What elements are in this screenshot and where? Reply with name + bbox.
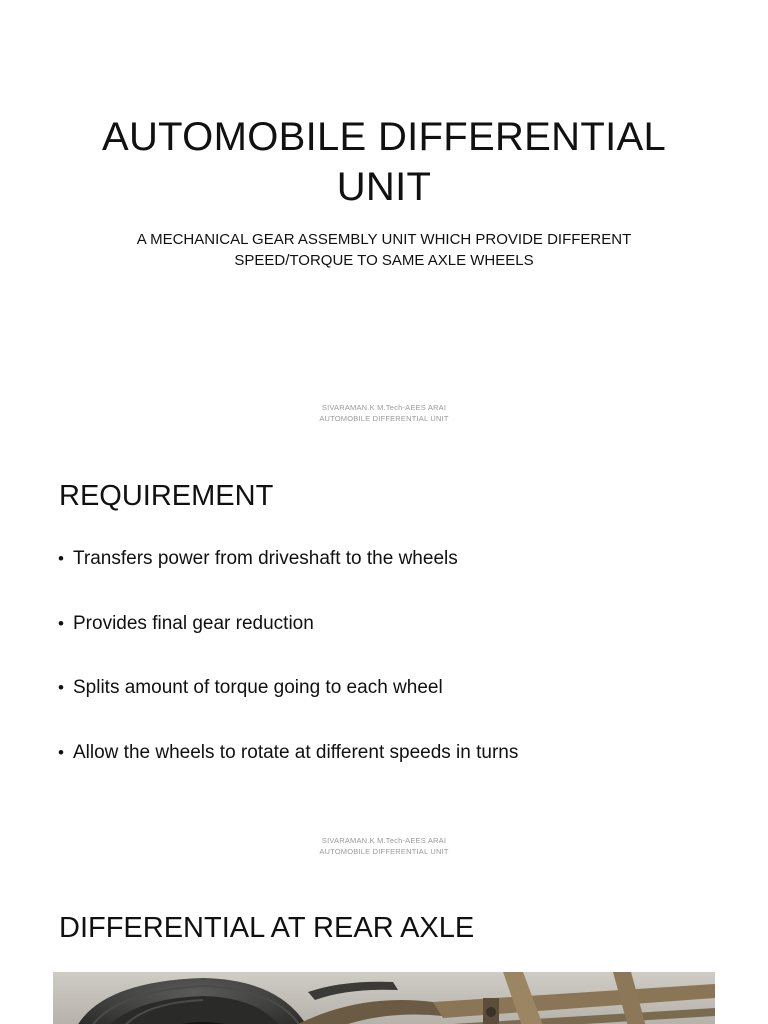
- list-item: [58, 741, 518, 765]
- footer-author: SIVARAMAN.K M.Tech-AEES ARAI: [321, 403, 447, 412]
- slide-requirement: [0, 433, 768, 866]
- list-item: [58, 547, 518, 571]
- slide-heading: REQUIREMENT: [59, 480, 274, 512]
- list-item: [58, 676, 518, 700]
- bullet-icon: •: [58, 613, 64, 633]
- slide-footer: [184, 835, 584, 857]
- bullet-text: Allow the wheels to rotate at different speeds in turns: [73, 741, 519, 763]
- bullet-icon: •: [58, 742, 64, 762]
- footer-author: SIVARAMAN.K M.Tech-AEES ARAI: [321, 836, 447, 845]
- title-text: AUTOMOBILE DIFFERENTIAL UNIT: [101, 115, 667, 209]
- slide-title-heading: [60, 112, 708, 212]
- slide-title: [0, 0, 768, 433]
- slide-subtitle: [90, 229, 678, 271]
- list-item: [58, 612, 518, 636]
- slide-footer: [184, 402, 584, 424]
- bullet-text: Transfers power from driveshaft to the wheels: [73, 548, 458, 569]
- subtitle-line-1: A MECHANICAL GEAR ASSEMBLY UNIT WHICH PROVIDE DIFFERENT: [136, 231, 632, 248]
- rear-axle-photo: [53, 972, 715, 1024]
- rear-axle-image: [53, 972, 715, 1024]
- subtitle-line-2: SPEED/TORQUE TO SAME AXLE WHEELS: [234, 252, 534, 269]
- footer-topic: AUTOMOBILE DIFFERENTIAL UNIT: [319, 847, 449, 856]
- bullet-icon: •: [58, 678, 64, 697]
- footer-topic: AUTOMOBILE DIFFERENTIAL UNIT: [319, 414, 449, 423]
- slide-heading: DIFFERENTIAL AT REAR AXLE: [59, 912, 475, 944]
- bullet-icon: •: [58, 549, 64, 568]
- bullet-list: [58, 547, 518, 805]
- slide-rear-axle: [0, 866, 768, 1024]
- bullet-text: Provides final gear reduction: [73, 612, 314, 634]
- bullet-text: Splits amount of torque going to each wheel: [73, 677, 443, 698]
